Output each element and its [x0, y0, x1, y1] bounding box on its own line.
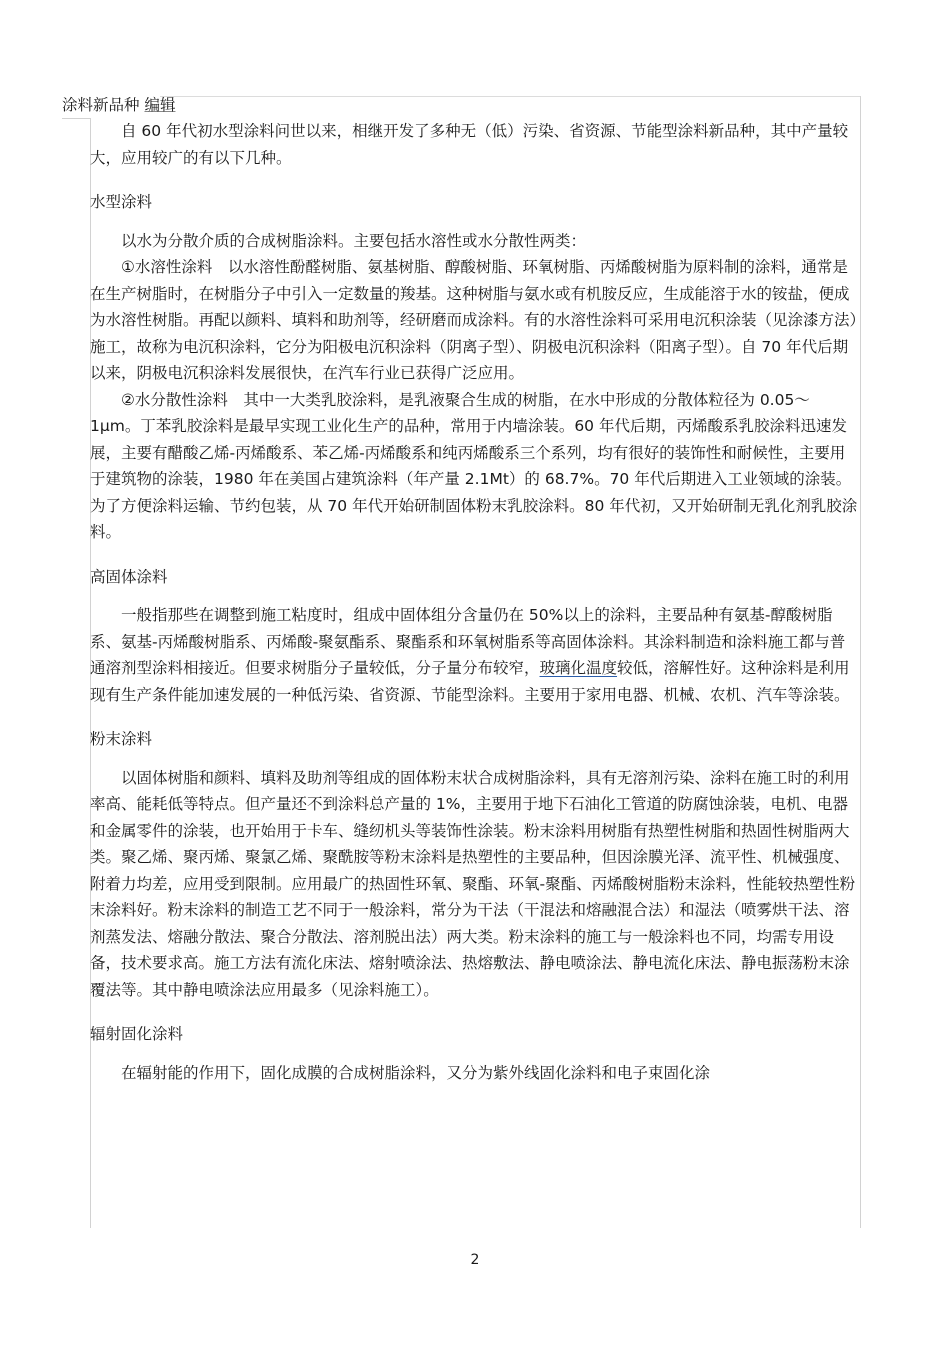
water-paragraph-2: ①水溶性涂料 以水溶性酚醛树脂、氨基树脂、醇酸树脂、环氧树脂、丙烯酸树脂为原料制的涂料，通常是在生产树脂时，在树脂分子中引入一定数量的羧基。这种树脂与氨水或有机胺反应，生成能溶于水的铵盐，便成为水溶性树脂。再配以颜料、填料和助剂等，经研磨而成涂料。有的水溶性涂料可采用电沉积涂装（见涂漆方法）施工，故称为电沉积涂料，它分为阳极电沉积涂料（阴离子型）、阴极电沉积涂料（阳离子型）。自 70 年代后期以来，阴极电沉积涂料发展很快，在汽车行业已获得广泛应用。	[90, 258, 858, 382]
frame-border-stub	[62, 118, 90, 119]
section-heading-title: 涂料新品种	[62, 96, 140, 114]
section-title-radiation: 辐射固化涂料	[90, 1025, 184, 1043]
page-number: 2	[470, 1252, 480, 1268]
document-body	[90, 118, 860, 1086]
radiation-paragraph: 在辐射能的作用下，固化成膜的合成树脂涂料，又分为紫外线固化涂料和电子束固化涂	[121, 1063, 711, 1082]
water-paragraph-3: ②水分散性涂料 其中一大类乳胶涂料，是乳液聚合生成的树脂，在水中形成的分散体粒径为 0.05～1μm。丁苯乳胶涂料是最早实现工业化生产的品种，常用于内墙涂装。60 年代后期，丙烯酸系乳胶涂料迅速发展，主要有醋酸乙烯-丙烯酸系、苯乙烯-丙烯酸系和纯丙烯酸系三个系列，均有很好的装饰性和耐候性，主要用于建筑物的涂装，1980 年在美国占建筑涂料（年产量 2.1Mt）的 68.7%。70 年代后期进入工业领域的涂装。为了方便涂料运输、节约包装，从 70 年代开始研制固体粉末乳胶涂料。80 年代初，又开始研制无乳化剂乳胶涂料。	[90, 390, 858, 541]
section-title-high-solid: 高固体涂料	[90, 567, 168, 586]
high-solid-text-a: 一般指那些在调整到施工粘度时，组成中固体组分含量仍在 50%以上的涂料，主要品种有氨基-醇酸树脂系、氨基-丙烯酸树脂系、丙烯酸-聚氨酯系、聚酯系和环氧树脂系等高固体涂料。其涂料制造和涂料施工都与普通溶剂型涂料相接近。但要求树脂分子量较低，分子量分布较窄，	[90, 606, 846, 677]
edit-link[interactable]: 编辑	[144, 96, 176, 114]
section-title-powder: 粉末涂料	[90, 730, 153, 748]
intro-paragraph: 自 60 年代初水型涂料问世以来，相继开发了多种无（低）污染、省资源、节能型涂料新品种，其中产量较大，应用较广的有以下几种。	[90, 122, 849, 167]
section-title-water: 水型涂料	[90, 193, 153, 211]
high-solid-text-b: 较低，溶解性好。这种涂料是利用现有生产条件能加速发展的一种低污染、省资源、节能型涂料。主要用于家用电器、机械、农机、汽车等涂装。	[90, 659, 850, 704]
section-heading	[62, 94, 175, 116]
powder-paragraph: 以固体树脂和颜料、填料及助剂等组成的固体粉末状合成树脂涂料，具有无溶剂污染、涂料在施工时的利用率高、能耗低等特点。但产量还不到涂料总产量的 1%，主要用于地下石油化工管道的防腐蚀涂装，电机、电器和金属零件的涂装，也开始用于卡车、缝纫机头等装饰性涂装。粉末涂料用树脂有热塑性树脂和热固性树脂两大类。聚乙烯、聚丙烯、聚氯乙烯、聚酰胺等粉末涂料是热塑性的主要品种，但因涂膜光泽、流平性、机械强度、附着力均差，应用受到限制。应用最广的热固性环氧、聚酯、环氧-聚酯、丙烯酸树脂粉末涂料，性能较热塑性粉末涂料好。粉末涂料的制造工艺不同于一般涂料，常分为干法（干混法和熔融混合法）和湿法（喷雾烘干法、溶剂蒸发法、熔融分散法、聚合分散法、溶剂脱出法）两大类。粉末涂料的施工与一般涂料也不同，均需专用设备，技术要求高。施工方法有流化床法、熔射喷涂法、热熔敷法、静电喷涂法、静电流化床法、静电振荡粉末涂覆法等。其中静电喷涂法应用最多（见涂料施工）。	[90, 768, 856, 999]
frame-border-top	[160, 96, 860, 97]
high-solid-paragraph	[90, 602, 860, 708]
water-paragraph-1: 以水为分散介质的合成树脂涂料。主要包括水溶性或水分散性两类：	[121, 231, 587, 250]
frame-border-right	[860, 96, 861, 1228]
glass-transition-link[interactable]: 玻璃化温度	[539, 659, 618, 677]
